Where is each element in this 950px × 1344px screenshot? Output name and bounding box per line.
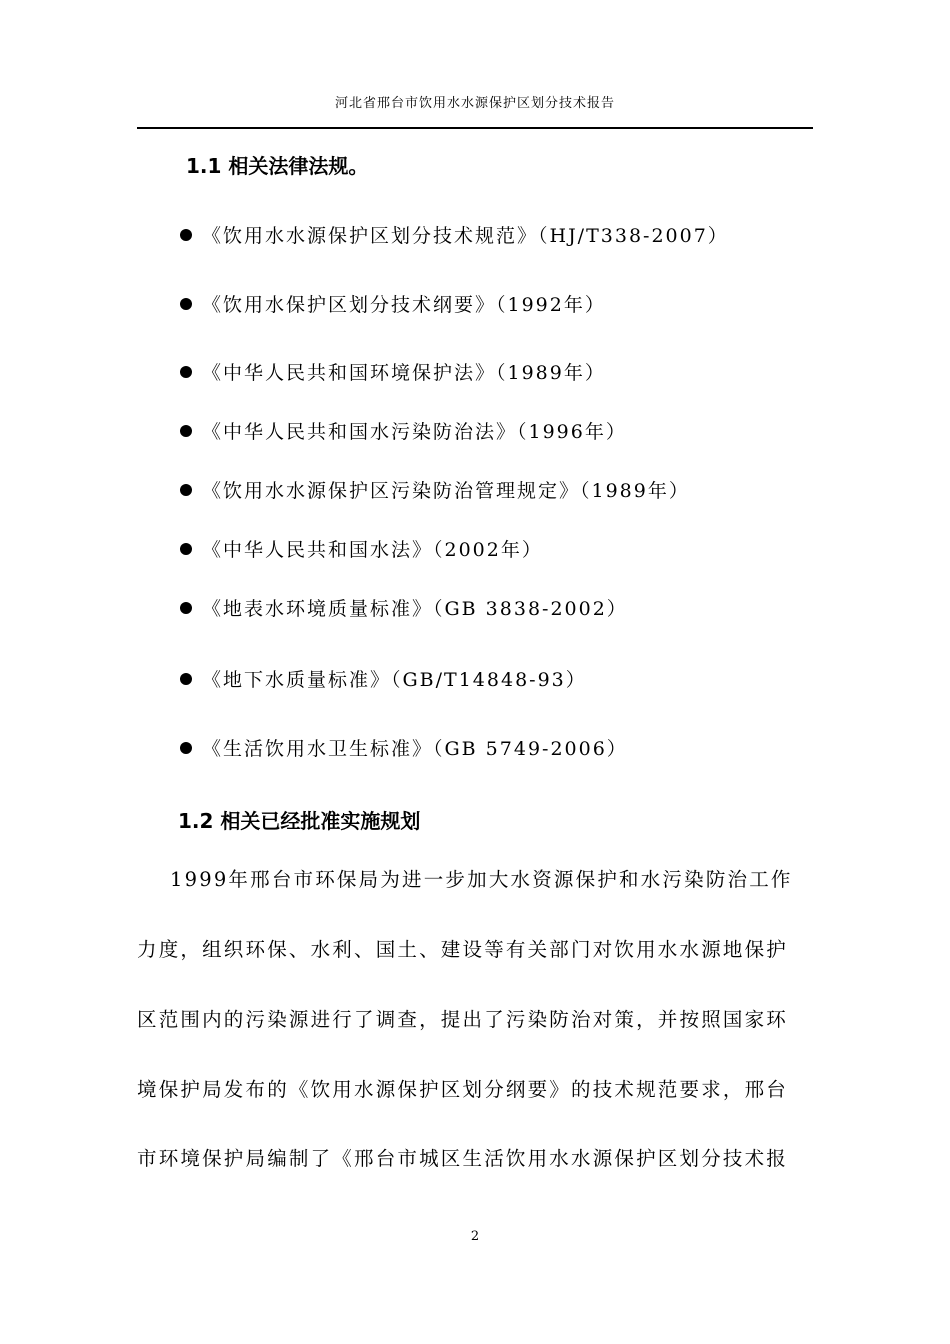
list-item: [180, 734, 628, 761]
bullet-dot-icon: [180, 366, 192, 378]
list-item-text: 《中华人民共和国水污染防治法》（1996年）: [202, 421, 627, 443]
list-item: [180, 358, 606, 385]
page-header: 河北省邢台市饮用水水源保护区划分技术报告: [334, 96, 615, 111]
list-item: [180, 665, 587, 692]
bullet-dot-icon: [180, 229, 192, 241]
bullet-dot-icon: [180, 484, 192, 496]
section-heading-1-1: 1.1 相关法律法规。: [186, 154, 369, 178]
bullet-dot-icon: [180, 602, 192, 614]
bullet-dot-icon: [180, 298, 192, 310]
list-item: [180, 594, 628, 621]
list-item-text: 《饮用水水源保护区划分技术规范》（HJ/T338-2007）: [202, 225, 729, 247]
list-item-text: 《饮用水保护区划分技术纲要》（1992年）: [202, 294, 606, 316]
list-item: [180, 476, 690, 503]
list-item-text: 《中华人民共和国环境保护法》（1989年）: [202, 362, 606, 384]
list-item-text: 《中华人民共和国水法》（2002年）: [202, 539, 543, 561]
header-divider: [137, 127, 813, 129]
list-item: [180, 221, 729, 248]
paragraph-line: 境保护局发布的《饮用水源保护区划分纲要》的技术规范要求，邢台: [137, 1078, 789, 1101]
list-item-text: 《饮用水水源保护区污染防治管理规定》（1989年）: [202, 480, 690, 502]
list-item: [180, 535, 543, 562]
page-number: 2: [470, 1229, 480, 1244]
paragraph-line: 1999年邢台市环保局为进一步加大水资源保护和水污染防治工作: [170, 868, 793, 891]
paragraph-line: 区范围内的污染源进行了调查，提出了污染防治对策，并按照国家环: [137, 1008, 789, 1031]
list-item-text: 《地下水质量标准》（GB/T14848-93）: [202, 669, 587, 691]
paragraph-line: 力度，组织环保、水利、国土、建设等有关部门对饮用水水源地保护: [137, 938, 789, 961]
bullet-dot-icon: [180, 673, 192, 685]
bullet-dot-icon: [180, 425, 192, 437]
bullet-dot-icon: [180, 543, 192, 555]
bullet-dot-icon: [180, 742, 192, 754]
paragraph-line: 市环境保护局编制了《邢台市城区生活饮用水水源保护区划分技术报: [137, 1147, 789, 1170]
list-item: [180, 417, 627, 444]
section-heading-1-2: 1.2 相关已经批准实施规划: [178, 809, 421, 833]
list-item-text: 《生活饮用水卫生标准》（GB 5749-2006）: [202, 738, 628, 760]
list-item-text: 《地表水环境质量标准》（GB 3838-2002）: [202, 598, 628, 620]
list-item: [180, 290, 606, 317]
